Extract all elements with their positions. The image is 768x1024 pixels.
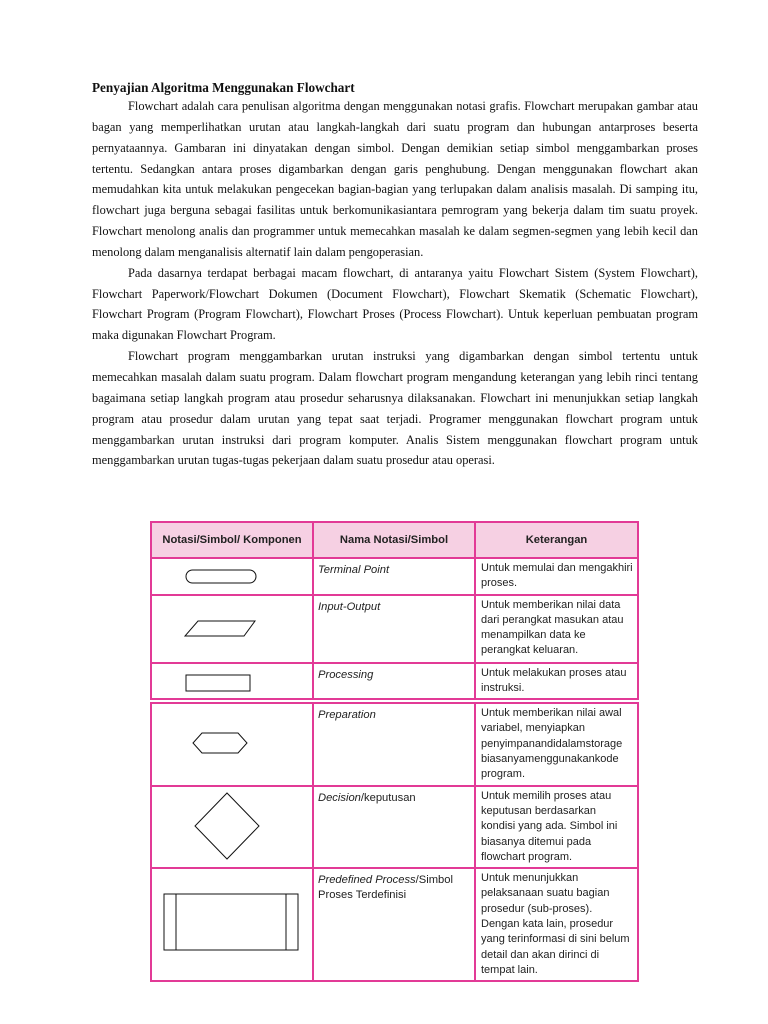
symbol-name-cell — [313, 868, 475, 981]
body-text — [92, 96, 698, 471]
column-header-symbol: Notasi/Simbol/ Komponen — [151, 522, 313, 558]
paragraph: Flowchart adalah cara penulisan algoritma dengan menggunakan notasi grafis. Flowchart merupakan gambar atau bagan yang memperlihatkan urutan atau langkah-langkah dari suatu program dan hubungan antarproses beserta pernyataannya. Gambaran ini dinyatakan dengan simbol. Dengan demikian setiap simbol menggambarkan proses tertentu. Sedangkan antara proses digambarkan dengan garis penghubung. Dengan menggunakan flowchart akan memudahkan kita untuk melakukan pengecekan bagian-bagian yang terlupakan dalam analisis masalah. Di samping itu, flowchart juga berguna sebagai fasilitas untuk berkomunikasiantara pemrogram yang bekerja dalam tim suatu proyek. Flowchart menolong analis dan programmer untuk memecahkan masalah ke dalam segmen-segmen yang lebih kecil dan menolong dalam menganalisis alternatif lain dalam pengoperasian. — [92, 99, 698, 259]
symbol-description: Untuk melakukan proses atau instruksi. — [475, 663, 638, 700]
symbol-cell — [151, 595, 313, 663]
input-output-symbol-icon — [152, 596, 312, 662]
symbol-name-cell — [313, 558, 475, 595]
symbol-name-cell — [313, 786, 475, 868]
symbol-description: Untuk menunjukkan pelaksanaan suatu bagian prosedur (sub-proses). Dengan kata lain, prosedur yang terinformasi di sini belum detail dan akan dirinci di tempat lain. — [475, 868, 638, 981]
symbol-description: Untuk memilih proses atau keputusan berdasarkan kondisi yang ada. Simbol ini biasanya ditemui pada flowchart program. — [475, 786, 638, 868]
symbol-name: Preparation — [318, 709, 376, 722]
predefined-process-symbol-icon — [152, 869, 312, 977]
symbol-name: Terminal Point — [318, 564, 390, 576]
symbol-description: Untuk memulai dan mengakhiri proses. — [475, 558, 638, 595]
symbol-name: Decision — [318, 791, 361, 804]
symbol-description: Untuk memberikan nilai data dari perangkat masukan atau menampilkan data ke perangkat keluaran. — [475, 595, 638, 663]
paragraph: Pada dasarnya terdapat berbagai macam flowchart, di antaranya yaitu Flowchart Sistem (System Flowchart), Flowchart Paperwork/Flowchart Dokumen (Document Flowchart), Flowchart Skematik (Schematic Flowchart), Flowchart Program (Program Flowchart), Flowchart Proses (Process Flowchart). Untuk keperluan pembuatan program maka digunakan Flowchart Program. — [92, 265, 698, 343]
table-row — [151, 786, 638, 868]
terminal-symbol-icon — [152, 559, 312, 592]
table-header-row — [151, 522, 638, 558]
table-row — [151, 558, 638, 595]
decision-symbol-icon — [152, 787, 312, 863]
paragraph: Flowchart program menggambarkan urutan instruksi yang digambarkan dengan simbol tertentu untuk memecahkan masalah dalam suatu program. Dalam flowchart program mengandung keterangan yang lebih rinci tentang bagaimana setiap langkah program atau prosedur seharusnya dilaksanakan. Flowchart ini menunjukkan setiap langkah program atau prosedur dalam urutan yang tepat saat terjadi. Programer menggunakan flowchart program untuk menggambarkan urutan instruksi dari program komputer. Analis Sistem menggunakan flowchart program untuk menggambarkan urutan tugas-tugas pekerjaan dalam suatu prosedur atau operasi. — [92, 349, 698, 468]
symbol-name: Input-Output — [318, 600, 381, 613]
flowchart-symbol-table — [150, 521, 639, 982]
symbol-name-cell — [313, 703, 475, 785]
symbol-name: Processing — [318, 668, 374, 681]
column-header-description: Keterangan — [475, 522, 638, 558]
column-header-name: Nama Notasi/Simbol — [313, 522, 475, 558]
symbol-description: Untuk memberikan nilai awal variabel, menyiapkan penyimpanandidalamstorage biasanyamenggunakankode program. — [475, 703, 638, 785]
page-title: Penyajian Algoritma Menggunakan Flowchart — [92, 80, 355, 95]
symbol-name-suffix: /Simbol Proses Terdefinisi — [318, 874, 453, 902]
symbol-name-suffix: /keputusan — [360, 791, 416, 804]
symbol-cell — [151, 703, 313, 785]
processing-symbol-icon — [152, 664, 312, 698]
symbol-cell — [151, 558, 313, 595]
symbol-name: Predefined Process — [318, 874, 416, 887]
symbol-cell — [151, 868, 313, 981]
symbol-name-cell — [313, 663, 475, 700]
symbol-name-cell — [313, 595, 475, 663]
preparation-symbol-icon — [152, 704, 312, 784]
table-row — [151, 868, 638, 981]
table-row — [151, 703, 638, 785]
table-row — [151, 663, 638, 700]
symbol-cell — [151, 663, 313, 700]
symbol-cell — [151, 786, 313, 868]
table-row — [151, 595, 638, 663]
